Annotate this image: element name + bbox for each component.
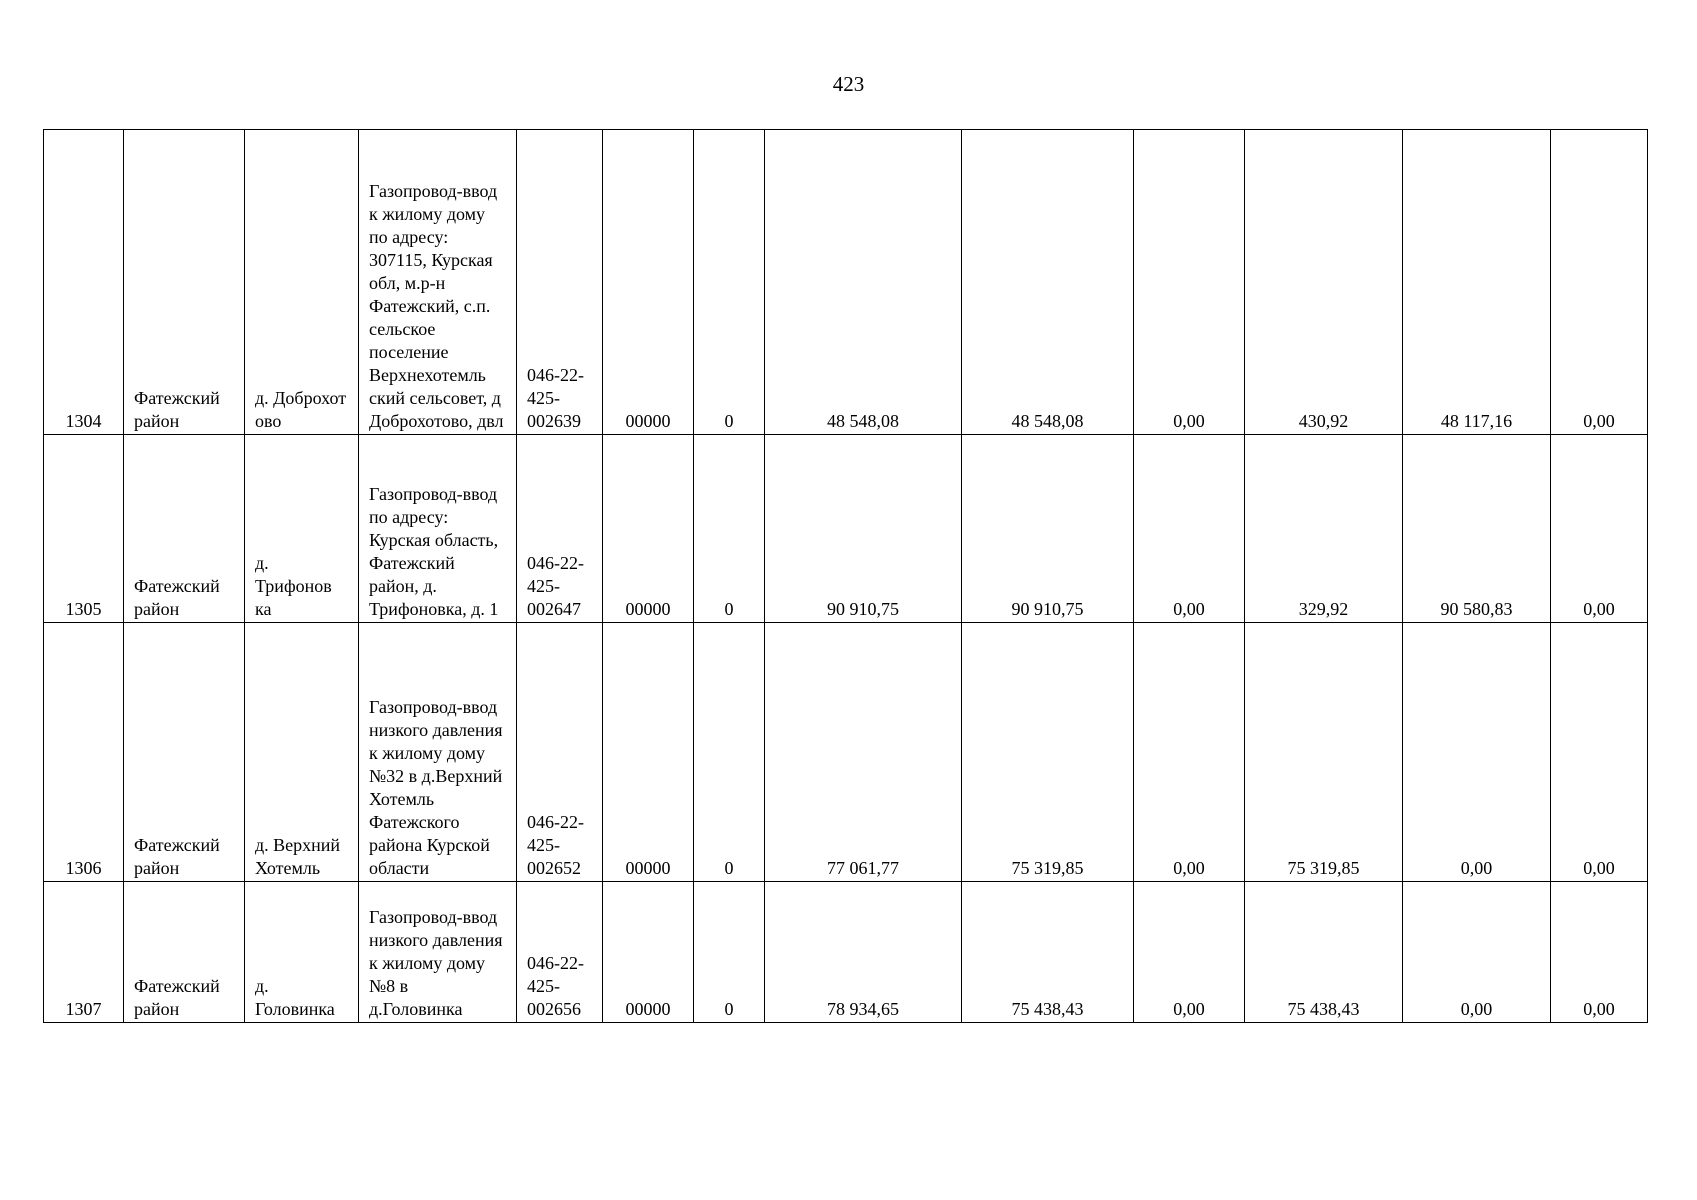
object-name-cell: Газопровод-ввод по адресу: Курская область, Фатежский район, д. Трифоновка, д. 1 (359, 435, 517, 623)
row-number-cell: 1306 (44, 623, 124, 882)
row-number-cell: 1304 (44, 130, 124, 435)
code-cell: 00000 (603, 882, 694, 1023)
amount-cell: 75 319,85 (962, 623, 1134, 882)
amount-cell: 48 548,08 (962, 130, 1134, 435)
registry-table (43, 129, 1648, 1023)
amount-cell: 75 319,85 (1245, 623, 1403, 882)
quantity-cell: 0 (694, 130, 765, 435)
object-name-cell: Газопровод-ввод низкого давления к жилому дому №8 в д.Головинка (359, 882, 517, 1023)
district-cell: Фатежский район (124, 623, 245, 882)
amount-cell: 48 117,16 (1403, 130, 1551, 435)
table-row (44, 435, 1648, 623)
amount-cell: 0,00 (1551, 130, 1648, 435)
amount-cell: 0,00 (1134, 435, 1245, 623)
amount-cell: 0,00 (1134, 623, 1245, 882)
amount-cell: 0,00 (1134, 130, 1245, 435)
amount-cell: 75 438,43 (962, 882, 1134, 1023)
amount-cell: 90 910,75 (765, 435, 962, 623)
code-cell: 00000 (603, 435, 694, 623)
code-cell: 00000 (603, 130, 694, 435)
table-row (44, 130, 1648, 435)
locality-cell: д. Верхний Хотемль (245, 623, 359, 882)
amount-cell: 0,00 (1551, 882, 1648, 1023)
cadastral-code-cell: 046-22-425-002639 (517, 130, 603, 435)
table-row (44, 882, 1648, 1023)
table-row (44, 623, 1648, 882)
amount-cell: 75 438,43 (1245, 882, 1403, 1023)
amount-cell: 77 061,77 (765, 623, 962, 882)
object-name-cell: Газопровод-ввод низкого давления к жилому дому №32 в д.Верхний Хотемль Фатежского района Курской области (359, 623, 517, 882)
amount-cell: 90 910,75 (962, 435, 1134, 623)
amount-cell: 0,00 (1403, 882, 1551, 1023)
amount-cell: 430,92 (1245, 130, 1403, 435)
district-cell: Фатежский район (124, 882, 245, 1023)
district-cell: Фатежский район (124, 435, 245, 623)
amount-cell: 90 580,83 (1403, 435, 1551, 623)
cadastral-code-cell: 046-22-425-002656 (517, 882, 603, 1023)
amount-cell: 0,00 (1551, 435, 1648, 623)
cadastral-code-cell: 046-22-425-002652 (517, 623, 603, 882)
locality-cell: д. Трифонов ка (245, 435, 359, 623)
amount-cell: 0,00 (1551, 623, 1648, 882)
amount-cell: 0,00 (1403, 623, 1551, 882)
amount-cell: 0,00 (1134, 882, 1245, 1023)
locality-cell: д. Головинка (245, 882, 359, 1023)
amount-cell: 329,92 (1245, 435, 1403, 623)
code-cell: 00000 (603, 623, 694, 882)
amount-cell: 78 934,65 (765, 882, 962, 1023)
quantity-cell: 0 (694, 882, 765, 1023)
quantity-cell: 0 (694, 623, 765, 882)
object-name-cell: Газопровод-ввод к жилому дому по адресу: 307115, Курская обл, м.р-н Фатежский, с.п. сельское поселение Верхнехотемль ский сельсовет, д Доброхотово, двл (359, 130, 517, 435)
row-number-cell: 1305 (44, 435, 124, 623)
district-cell: Фатежский район (124, 130, 245, 435)
cadastral-code-cell: 046-22-425-002647 (517, 435, 603, 623)
page-number: 423 (832, 72, 865, 96)
row-number-cell: 1307 (44, 882, 124, 1023)
locality-cell: д. Доброхот ово (245, 130, 359, 435)
quantity-cell: 0 (694, 435, 765, 623)
amount-cell: 48 548,08 (765, 130, 962, 435)
